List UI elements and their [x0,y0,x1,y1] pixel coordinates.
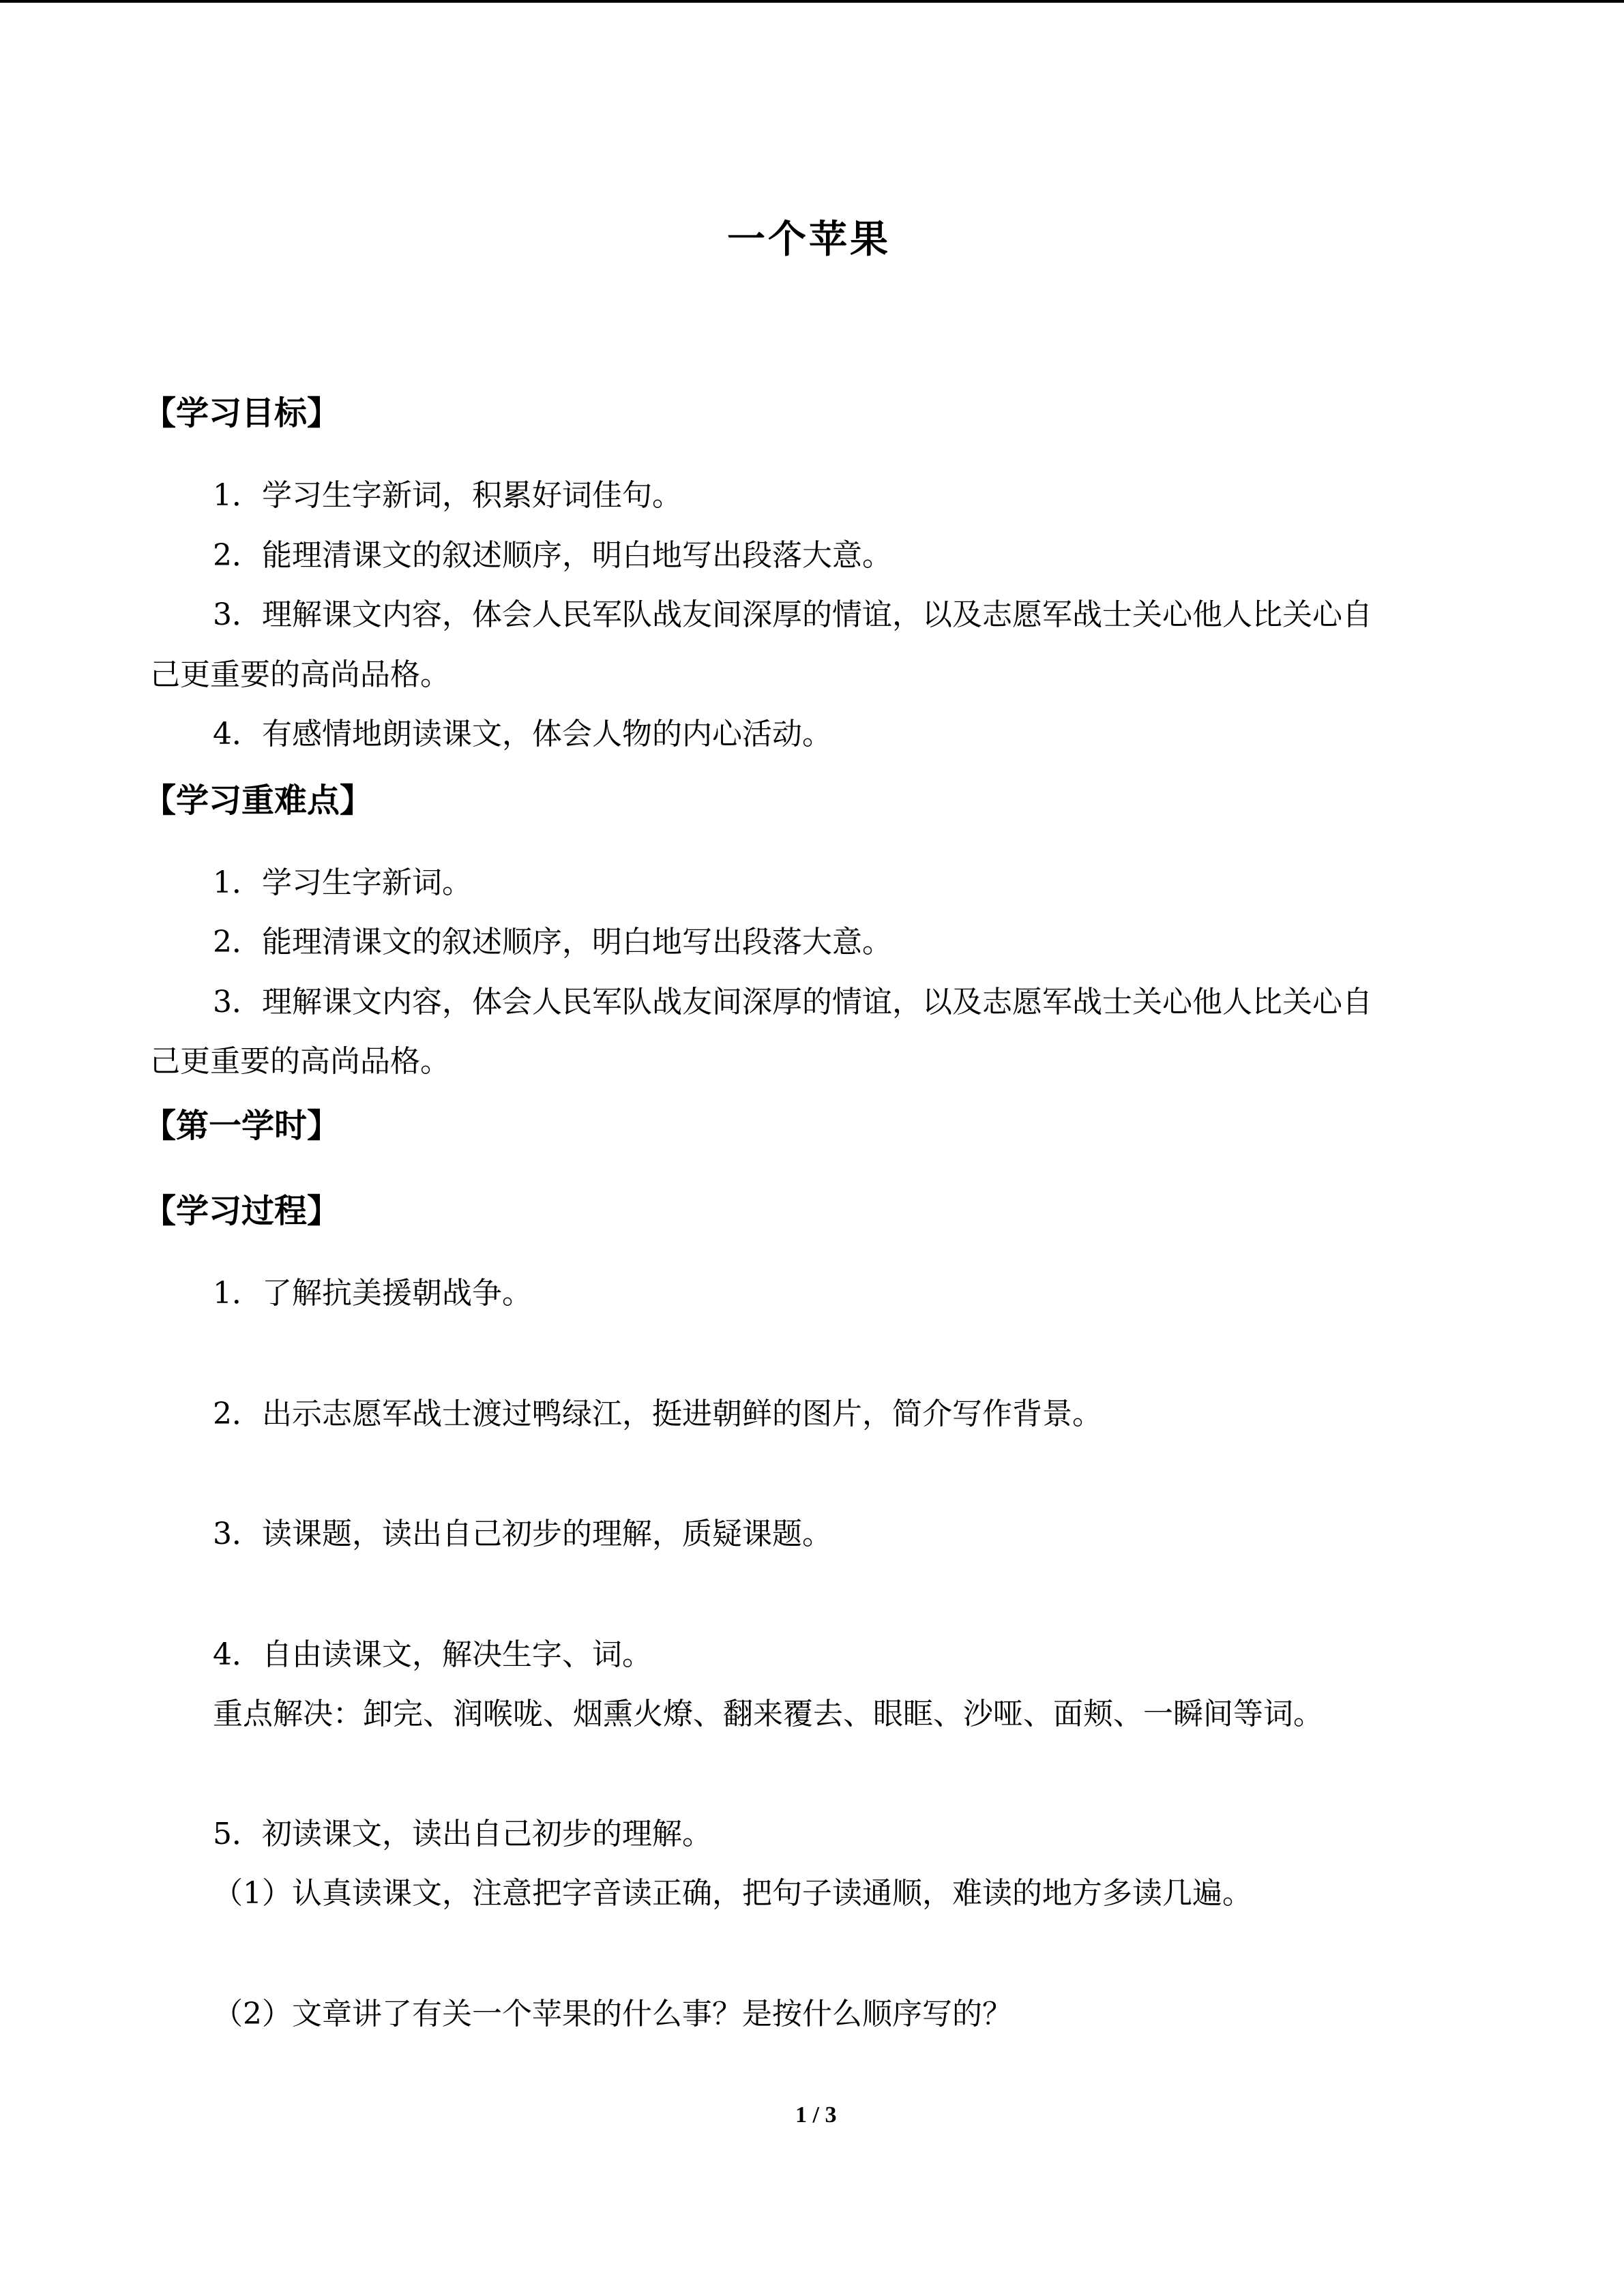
top-border [0,0,1624,3]
key-point-item-2: 2．能理清课文的叙述顺序，明白地写出段落大意。 [213,925,892,959]
section-heading-key-points: 【学习重难点】 [143,781,373,820]
process-item-4: 4．自由读课文，解决生字、词。 [213,1637,652,1672]
key-point-item-3-cont: 己更重要的高尚品格。 [150,1044,450,1079]
goal-item-4: 4．有感情地朗读课文，体会人物的内心活动。 [213,717,832,751]
section-heading-first-period: 【第一学时】 [143,1107,340,1145]
key-point-item-1: 1．学习生字新词。 [213,865,472,900]
section-heading-goals: 【学习目标】 [143,394,340,432]
goal-item-2: 2．能理清课文的叙述顺序，明白地写出段落大意。 [213,538,892,573]
process-item-5: 5．初读课文，读出自己初步的理解。 [213,1817,712,1851]
process-item-4-detail: 重点解决：卸完、润喉咙、烟熏火燎、翻来覆去、眼眶、沙哑、面颊、一瞬间等词。 [213,1697,1323,1731]
process-item-1: 1．了解抗美援朝战争。 [213,1276,532,1311]
goal-item-3: 3．理解课文内容，体会人民军队战友间深厚的情谊，以及志愿军战士关心他人比关心自 [213,597,1372,632]
process-item-5-sub-1: （1）认真读课文，注意把字音读正确，把句子读通顺，难读的地方多读几遍。 [213,1876,1252,1911]
process-item-5-sub-2: （2）文章讲了有关一个苹果的什么事？是按什么顺序写的？ [213,1997,1012,2031]
goal-item-1: 1．学习生字新词，积累好词佳句。 [213,478,682,513]
key-point-item-3: 3．理解课文内容，体会人民军队战友间深厚的情谊，以及志愿军战士关心他人比关心自 [213,985,1372,1019]
page-title: 一个苹果 [727,218,891,262]
section-heading-process: 【学习过程】 [143,1192,340,1230]
goal-item-3-cont: 己更重要的高尚品格。 [150,657,450,692]
process-item-3: 3．读课题，读出自己初步的理解，质疑课题。 [213,1517,832,1551]
process-item-2: 2．出示志愿军战士渡过鸭绿江，挺进朝鲜的图片，简介写作背景。 [213,1397,1102,1431]
page-number: 1 / 3 [795,2102,837,2128]
